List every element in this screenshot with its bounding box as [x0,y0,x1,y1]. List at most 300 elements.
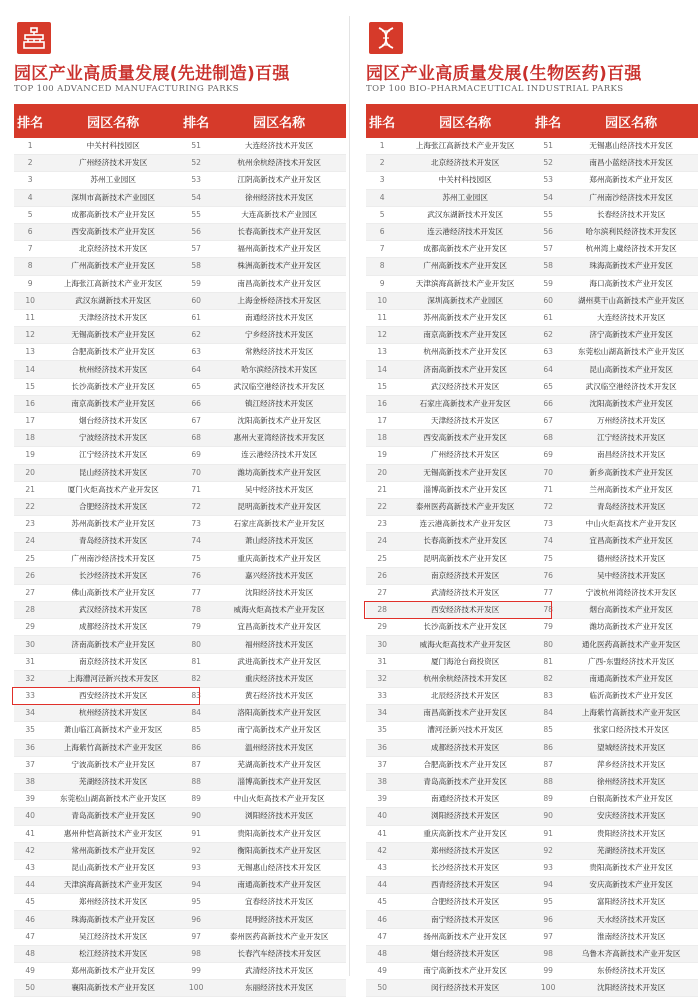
rank-cell: 63 [180,344,212,361]
park-name-cell: 济宁高新技术产业开发区 [564,327,698,344]
rank-cell: 74 [180,533,212,550]
rank-cell: 24 [14,533,46,550]
park-name-cell: 长春高新技术产业开发区 [212,223,346,240]
park-name-cell: 重庆经济技术开发区 [212,670,346,687]
rank-cell: 10 [14,292,46,309]
table-row [14,498,346,515]
rank-cell: 50 [366,980,398,997]
rank-cell: 73 [532,516,564,533]
park-name-cell: 镇江经济技术开发区 [212,395,346,412]
rank-cell: 92 [532,842,564,859]
rank-cell: 6 [14,223,46,240]
rank-cell: 73 [180,516,212,533]
rank-cell: 69 [180,447,212,464]
rank-cell: 65 [180,378,212,395]
park-name-cell: 无锡惠山经济技术开发区 [212,859,346,876]
park-name-cell: 厦门火炬高技术产业开发区 [46,481,180,498]
rank-cell: 13 [14,344,46,361]
rank-cell: 70 [180,464,212,481]
park-name-cell: 广州经济技术开发区 [398,447,532,464]
name-header: 园区名称 [46,104,180,138]
rank-cell: 59 [180,275,212,292]
park-name-cell: 芜湖高新技术产业开发区 [212,756,346,773]
rank-cell: 16 [14,395,46,412]
table-row [366,877,698,894]
park-name-cell: 连云港经济技术开发区 [212,447,346,464]
park-name-cell: 广西-东盟经济技术开发区 [564,653,698,670]
table-row [366,309,698,326]
rank-cell: 30 [366,636,398,653]
table-row [366,155,698,172]
rank-cell: 40 [14,808,46,825]
table-row [14,430,346,447]
park-name-cell: 贵阳高新技术产业开发区 [564,859,698,876]
rank-cell: 75 [180,550,212,567]
park-name-cell: 洛阳高新技术产业开发区 [212,705,346,722]
park-name-cell: 宜昌高新技术产业开发区 [212,619,346,636]
rank-cell: 61 [180,309,212,326]
rank-cell: 53 [532,172,564,189]
table-row [366,894,698,911]
table-row [14,533,346,550]
rank-cell: 11 [14,309,46,326]
table-row [366,653,698,670]
park-name-cell: 成都经济技术开发区 [46,619,180,636]
rank-cell: 56 [532,223,564,240]
park-name-cell: 漕河泾新兴技术开发区 [398,722,532,739]
table-row [366,413,698,430]
rank-cell: 70 [532,464,564,481]
park-name-cell: 芜湖经济技术开发区 [564,842,698,859]
rank-cell: 44 [14,877,46,894]
table-row [366,533,698,550]
rank-cell: 64 [180,361,212,378]
rank-cell: 72 [180,498,212,515]
park-name-cell: 武汉临空港经济技术开发区 [212,378,346,395]
park-name-cell: 宁乡经济技术开发区 [212,327,346,344]
park-name-cell: 苏州工业园区 [46,172,180,189]
rank-cell: 98 [180,945,212,962]
rank-cell: 19 [366,447,398,464]
rank-cell: 76 [180,567,212,584]
park-name-cell: 南宁经济技术开发区 [398,911,532,928]
table-row [14,138,346,155]
rank-cell: 99 [532,963,564,980]
panel-title: 园区产业高质量发展(先进制造)百强 [14,64,290,84]
table-row [366,327,698,344]
park-name-cell: 南昌高新技术产业开发区 [398,705,532,722]
park-name-cell: 青岛经济技术开发区 [46,533,180,550]
table-row [366,241,698,258]
park-name-cell: 青岛高新技术产业开发区 [46,808,180,825]
park-name-cell: 南京经济技术开发区 [398,567,532,584]
table-row [366,859,698,876]
table-row [366,464,698,481]
rank-cell: 95 [532,894,564,911]
park-name-cell: 东莞松山湖高新技术产业开发区 [564,344,698,361]
park-name-cell: 大连高新技术产业园区 [212,206,346,223]
table-row [366,773,698,790]
table-row [14,619,346,636]
rank-cell: 60 [532,292,564,309]
park-name-cell: 兰州高新技术产业开发区 [564,481,698,498]
rank-cell: 45 [366,894,398,911]
park-name-cell: 吴江经济技术开发区 [46,928,180,945]
park-name-cell: 宜昌高新技术产业开发区 [564,533,698,550]
rank-cell: 100 [532,980,564,997]
rank-cell: 35 [366,722,398,739]
table-row [14,791,346,808]
park-name-cell: 昆明经济技术开发区 [212,911,346,928]
rank-cell: 17 [366,413,398,430]
park-name-cell: 石家庄高新技术产业开发区 [398,395,532,412]
table-row [14,567,346,584]
park-name-cell: 常州高新技术产业开发区 [46,842,180,859]
rank-cell: 43 [14,859,46,876]
rank-cell: 57 [532,241,564,258]
rank-cell: 22 [366,498,398,515]
table-row [14,688,346,705]
rank-cell: 14 [14,361,46,378]
rank-cell: 76 [532,567,564,584]
park-name-cell: 长沙高新技术产业开发区 [398,619,532,636]
park-name-cell: 西青经济技术开发区 [398,877,532,894]
rank-cell: 9 [366,275,398,292]
rank-cell: 7 [366,241,398,258]
table-row [366,395,698,412]
rank-cell: 82 [532,670,564,687]
rank-cell: 2 [14,155,46,172]
park-name-cell: 沈阳经济技术开发区 [212,584,346,601]
rank-cell: 10 [366,292,398,309]
rank-cell: 85 [180,722,212,739]
rank-cell: 79 [532,619,564,636]
table-row [366,206,698,223]
park-name-cell: 闵行经济技术开发区 [398,980,532,997]
rank-cell: 68 [180,430,212,447]
park-name-cell: 郑州高新技术产业开发区 [564,172,698,189]
rank-cell: 26 [14,567,46,584]
table-row [366,172,698,189]
rank-cell: 33 [366,688,398,705]
rank-cell: 86 [532,739,564,756]
rank-cell: 27 [14,584,46,601]
table-row [366,430,698,447]
table-row [14,584,346,601]
park-name-cell: 襄阳高新技术产业开发区 [46,980,180,997]
rank-cell: 46 [366,911,398,928]
park-name-cell: 沈阳高新技术产业开发区 [564,395,698,412]
park-name-cell: 株洲高新技术产业开发区 [212,258,346,275]
table-row [14,773,346,790]
table-row [14,928,346,945]
park-name-cell: 苏州高新技术产业开发区 [46,516,180,533]
table-row [366,447,698,464]
table-row [366,911,698,928]
park-name-cell: 上海张江高新技术产业开发区 [398,138,532,155]
rank-cell: 29 [14,619,46,636]
park-name-cell: 徐州经济技术开发区 [564,773,698,790]
park-name-cell: 常熟经济技术开发区 [212,344,346,361]
rank-cell: 59 [532,275,564,292]
rank-cell: 1 [14,138,46,155]
park-name-cell: 衡阳高新技术产业开发区 [212,842,346,859]
rank-cell: 94 [180,877,212,894]
park-name-cell: 杭州湾上虞经济技术开发区 [564,241,698,258]
rank-cell: 52 [180,155,212,172]
rank-cell: 83 [532,688,564,705]
rank-cell: 12 [366,327,398,344]
park-name-cell: 合肥高新技术产业开发区 [46,344,180,361]
dna-icon [369,22,403,54]
rank-cell: 78 [180,602,212,619]
table-row [14,911,346,928]
rank-cell: 63 [532,344,564,361]
park-name-cell: 长沙高新技术产业开发区 [46,378,180,395]
rank-cell: 15 [14,378,46,395]
rank-cell: 39 [366,791,398,808]
park-name-cell: 杭州余杭经济技术开发区 [398,670,532,687]
table-row [14,980,346,997]
rank-cell: 17 [14,413,46,430]
park-name-cell: 浏阳经济技术开发区 [212,808,346,825]
park-name-cell: 西安经济技术开发区 [46,688,180,705]
park-name-cell: 深圳市高新技术产业园区 [46,189,180,206]
rank-cell: 86 [180,739,212,756]
rank-cell: 4 [366,189,398,206]
park-name-cell: 东莞松山湖高新技术产业开发区 [46,791,180,808]
rank-cell: 26 [366,567,398,584]
park-name-cell: 广州经济技术开发区 [46,155,180,172]
table-row [366,138,698,155]
park-name-cell: 徐州经济技术开发区 [212,189,346,206]
table-row [366,791,698,808]
park-name-cell: 珠海高新技术产业开发区 [46,911,180,928]
park-name-cell: 张家口经济技术开发区 [564,722,698,739]
park-name-cell: 南昌小蓝经济技术开发区 [564,155,698,172]
park-name-cell: 北京经济技术开发区 [46,241,180,258]
park-name-cell: 宁波经济技术开发区 [46,430,180,447]
rank-cell: 34 [366,705,398,722]
rank-cell: 54 [532,189,564,206]
park-name-cell: 嘉兴经济技术开发区 [212,567,346,584]
table-row [14,344,346,361]
park-name-cell: 北辰经济技术开发区 [398,688,532,705]
rank-cell: 38 [366,773,398,790]
park-name-cell: 宁波高新技术产业开发区 [46,756,180,773]
park-name-cell: 杭州高新技术产业开发区 [398,344,532,361]
rank-cell: 1 [366,138,398,155]
rank-cell: 43 [366,859,398,876]
park-name-cell: 天津经济技术开发区 [46,309,180,326]
table-row [366,945,698,962]
table-row [366,223,698,240]
park-name-cell: 中关村科技园区 [398,172,532,189]
park-name-cell: 合肥经济技术开发区 [398,894,532,911]
table-row [14,275,346,292]
rank-cell: 92 [180,842,212,859]
rank-cell: 31 [14,653,46,670]
park-name-cell: 广州高新技术产业开发区 [46,258,180,275]
park-name-cell: 重庆高新技术产业开发区 [398,825,532,842]
park-name-cell: 哈尔滨利民经济技术开发区 [564,223,698,240]
park-name-cell: 西安高新技术产业开发区 [398,430,532,447]
rank-cell: 31 [366,653,398,670]
rank-cell: 36 [366,739,398,756]
rank-cell: 49 [366,963,398,980]
park-name-cell: 济南高新技术产业开发区 [46,636,180,653]
rank-cell: 3 [14,172,46,189]
table-row [14,859,346,876]
rank-cell: 87 [180,756,212,773]
rank-cell: 96 [180,911,212,928]
panel-subtitle: TOP 100 BIO-PHARMACEUTICAL INDUSTRIAL PARKS [366,84,624,94]
rank-cell: 35 [14,722,46,739]
rank-cell: 97 [180,928,212,945]
park-name-cell: 合肥高新技术产业开发区 [398,756,532,773]
rank-cell: 98 [532,945,564,962]
park-name-cell: 中山火炬高技术产业开发区 [212,791,346,808]
table-row [366,378,698,395]
park-name-cell: 海口高新技术产业开发区 [564,275,698,292]
park-name-cell: 威海火炬高技术产业开发区 [398,636,532,653]
rank-cell: 50 [14,980,46,997]
park-name-cell: 南昌高新技术产业开发区 [212,275,346,292]
park-name-cell: 江宁经济技术开发区 [564,430,698,447]
rank-cell: 20 [366,464,398,481]
park-name-cell: 武汉经济技术开发区 [46,602,180,619]
park-name-cell: 成都高新技术产业开发区 [46,206,180,223]
park-name-cell: 沈阳高新技术产业开发区 [212,413,346,430]
rank-cell: 41 [366,825,398,842]
park-name-cell: 烟台经济技术开发区 [398,945,532,962]
table-row [14,206,346,223]
rank-cell: 44 [366,877,398,894]
table-row [366,550,698,567]
rank-cell: 18 [14,430,46,447]
park-name-cell: 天津滨海高新技术产业开发区 [398,275,532,292]
park-name-cell: 连云港高新技术产业开发区 [398,516,532,533]
rank-cell: 15 [366,378,398,395]
rank-cell: 21 [366,481,398,498]
park-name-cell: 福州高新技术产业开发区 [212,241,346,258]
rank-cell: 94 [532,877,564,894]
table-row [14,447,346,464]
park-name-cell: 松江经济技术开发区 [46,945,180,962]
park-name-cell: 长沙经济技术开发区 [398,859,532,876]
park-name-cell: 安庆经济技术开发区 [564,808,698,825]
table-row [14,155,346,172]
table-row [14,258,346,275]
park-name-cell: 大连经济技术开发区 [564,309,698,326]
rank-cell: 23 [366,516,398,533]
table-row [14,756,346,773]
rank-cell: 69 [532,447,564,464]
park-name-cell: 临沂高新技术产业开发区 [564,688,698,705]
rank-cell: 42 [366,842,398,859]
park-name-cell: 西安高新技术产业开发区 [46,223,180,240]
park-name-cell: 宁波杭州湾经济技术开发区 [564,584,698,601]
park-name-cell: 白银高新技术产业开发区 [564,791,698,808]
rank-cell: 96 [532,911,564,928]
table-row [14,172,346,189]
rank-cell: 30 [14,636,46,653]
park-name-cell: 哈尔滨经济技术开发区 [212,361,346,378]
table-row [366,292,698,309]
rank-cell: 68 [532,430,564,447]
rank-cell: 90 [180,808,212,825]
table-row [366,481,698,498]
rank-cell: 95 [180,894,212,911]
park-name-cell: 贵阳高新技术产业开发区 [212,825,346,842]
rank-cell: 16 [366,395,398,412]
park-name-cell: 杭州经济技术开发区 [46,705,180,722]
rank-header: 排名 [180,104,212,138]
park-name-cell: 武清经济技术开发区 [212,963,346,980]
ranking-table [14,104,346,997]
park-name-cell: 上海金桥经济技术开发区 [212,292,346,309]
park-name-cell: 贵阳经济技术开发区 [564,825,698,842]
park-name-cell: 上海张江高新技术产业开发区 [46,275,180,292]
rank-cell: 42 [14,842,46,859]
park-name-cell: 通化医药高新技术产业开发区 [564,636,698,653]
park-name-cell: 广州南沙经济技术开发区 [46,550,180,567]
park-name-cell: 萧山经济技术开发区 [212,533,346,550]
park-name-cell: 济南高新技术产业开发区 [398,361,532,378]
rank-cell: 58 [532,258,564,275]
park-name-cell: 南宁高新技术产业开发区 [212,722,346,739]
park-name-cell: 新乡高新技术产业开发区 [564,464,698,481]
table-row [366,344,698,361]
rank-cell: 36 [14,739,46,756]
rank-cell: 18 [366,430,398,447]
rank-cell: 41 [14,825,46,842]
rank-cell: 80 [532,636,564,653]
park-name-cell: 东侨经济技术开发区 [564,963,698,980]
park-name-cell: 南通经济技术开发区 [398,791,532,808]
park-name-cell: 武清经济技术开发区 [398,584,532,601]
table-row [14,309,346,326]
park-name-cell: 成都高新技术产业开发区 [398,241,532,258]
park-name-cell: 苏州工业园区 [398,189,532,206]
park-name-cell: 厦门海沧台商投资区 [398,653,532,670]
table-row [14,395,346,412]
rank-cell: 66 [532,395,564,412]
park-name-cell: 万州经济技术开发区 [564,413,698,430]
table-row [366,361,698,378]
park-name-cell: 乌鲁木齐高新技术产业开发区 [564,945,698,962]
table-row [14,739,346,756]
rank-cell: 37 [14,756,46,773]
rank-cell: 2 [366,155,398,172]
rank-cell: 28 [14,602,46,619]
rank-cell: 71 [180,481,212,498]
rank-cell: 21 [14,481,46,498]
table-row [14,808,346,825]
park-name-cell: 潍坊高新技术产业开发区 [212,464,346,481]
table-row [14,653,346,670]
table-row [14,894,346,911]
park-name-cell: 长春汽车经济技术开发区 [212,945,346,962]
park-name-cell: 萧山临江高新技术产业开发区 [46,722,180,739]
rank-cell: 6 [366,223,398,240]
rank-cell: 77 [532,584,564,601]
table-row [14,636,346,653]
rank-cell: 91 [180,825,212,842]
table-row [14,842,346,859]
park-name-cell: 南宁高新技术产业开发区 [398,963,532,980]
park-name-cell: 安庆高新技术产业开发区 [564,877,698,894]
